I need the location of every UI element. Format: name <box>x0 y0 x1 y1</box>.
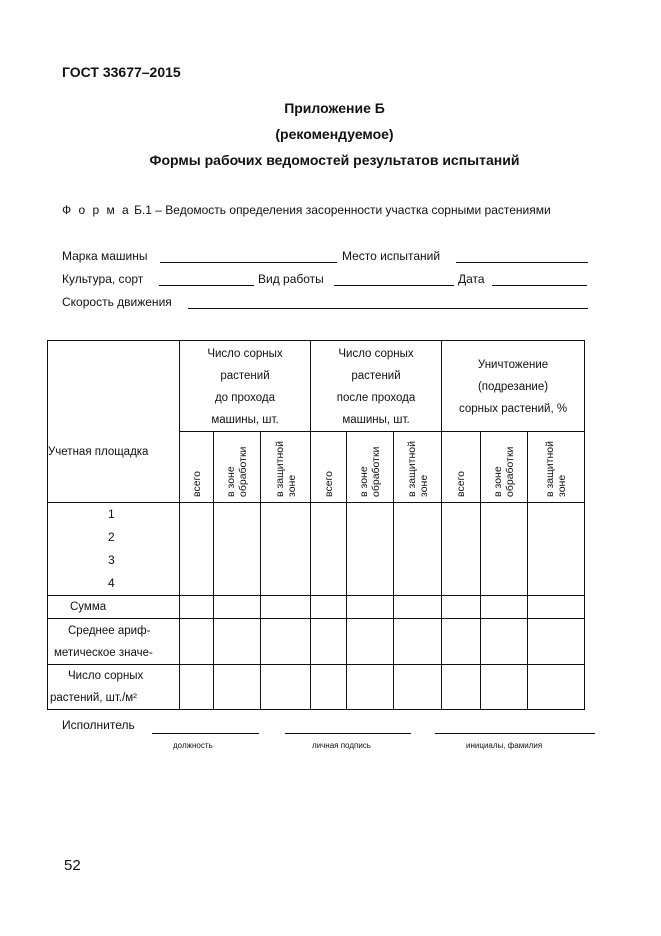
table-cell[interactable] <box>528 596 585 619</box>
destroyed-protect-header: в защитной зоне <box>528 432 585 503</box>
table-cell[interactable] <box>261 596 311 619</box>
table-cell[interactable] <box>214 619 261 665</box>
initials-caption: инициалы, фамилия <box>466 741 543 750</box>
table-cell[interactable] <box>394 665 442 710</box>
table-cell[interactable] <box>481 503 528 596</box>
mean-row-label: Среднее ариф- метическое значе- <box>48 619 180 665</box>
table-cell[interactable] <box>347 503 394 596</box>
crop-variety-blank[interactable] <box>159 285 254 286</box>
table-cell[interactable] <box>311 665 347 710</box>
machine-brand-label: Марка машины <box>62 249 148 263</box>
initials-line[interactable] <box>435 733 595 734</box>
signature-caption: личная подпись <box>312 741 371 750</box>
destroyed-zone-header: в зоне обработки <box>481 432 528 503</box>
speed-blank[interactable] <box>188 308 588 309</box>
test-site-blank[interactable] <box>456 262 588 263</box>
table-cell[interactable] <box>481 596 528 619</box>
work-type-blank[interactable] <box>334 285 454 286</box>
machine-brand-blank[interactable] <box>160 262 337 263</box>
table-cell[interactable] <box>180 665 214 710</box>
table-cell[interactable] <box>261 665 311 710</box>
page-number: 52 <box>64 857 81 874</box>
performer-label: Исполнитель <box>62 718 135 732</box>
table-cell[interactable] <box>311 619 347 665</box>
area-header: Учетная площадка <box>48 341 180 503</box>
table-cell[interactable] <box>311 503 347 596</box>
form-caption <box>62 203 551 217</box>
table-cell[interactable] <box>442 619 481 665</box>
plot-numbers: 1 2 3 4 <box>48 503 180 596</box>
after-zone-header: в зоне обработки <box>347 432 394 503</box>
table-cell[interactable] <box>442 665 481 710</box>
table-cell[interactable] <box>261 503 311 596</box>
appendix-status: (рекомендуемое) <box>275 126 394 142</box>
table-cell[interactable] <box>394 503 442 596</box>
position-caption: должность <box>173 741 213 750</box>
before-zone-header: в зоне обработки <box>214 432 261 503</box>
test-site-label: Место испытаний <box>342 249 441 263</box>
speed-label: Скорость движения <box>62 295 172 309</box>
table-row <box>48 665 585 710</box>
table-cell[interactable] <box>180 503 214 596</box>
after-pass-header: Число сорных растений после прохода машины, шт. <box>311 341 442 432</box>
table-cell[interactable] <box>180 619 214 665</box>
table-cell[interactable] <box>442 503 481 596</box>
standard-code: ГОСТ 33677–2015 <box>62 64 181 80</box>
table-cell[interactable] <box>394 619 442 665</box>
date-blank[interactable] <box>492 285 587 286</box>
form-label: Ф о р м а <box>62 203 131 217</box>
table-cell[interactable] <box>180 596 214 619</box>
table-cell[interactable] <box>394 596 442 619</box>
table-cell[interactable] <box>528 503 585 596</box>
sum-row-label: Сумма <box>48 596 180 619</box>
destroyed-header: Уничтожение (подрезание) сорных растений, % <box>442 341 585 432</box>
work-type-label: Вид работы <box>258 272 324 286</box>
before-total-header: всего <box>180 432 214 503</box>
destroyed-total-header: всего <box>442 432 481 503</box>
count-row-label: Число сорных растений, шт./м² <box>48 665 180 710</box>
after-protect-header: в защитной зоне <box>394 432 442 503</box>
table-cell[interactable] <box>481 665 528 710</box>
form-title: Б.1 – Ведомость определения засоренности участка сорными растениями <box>130 203 551 217</box>
table-cell[interactable] <box>214 665 261 710</box>
appendix-title: Приложение Б <box>284 100 385 116</box>
table-cell[interactable] <box>347 665 394 710</box>
table-cell[interactable] <box>528 619 585 665</box>
table-cell[interactable] <box>347 619 394 665</box>
crop-variety-label: Культура, сорт <box>62 272 144 286</box>
before-pass-header: Число сорных растений до прохода машины, шт. <box>180 341 311 432</box>
table-cell[interactable] <box>214 503 261 596</box>
before-protect-header: в защитной зоне <box>261 432 311 503</box>
table-cell[interactable] <box>347 596 394 619</box>
table-cell[interactable] <box>261 619 311 665</box>
table-cell[interactable] <box>442 596 481 619</box>
table-row <box>48 596 585 619</box>
appendix-subtitle: Формы рабочих ведомостей результатов испытаний <box>149 152 520 168</box>
table-cell[interactable] <box>481 619 528 665</box>
table-row <box>48 619 585 665</box>
table-cell[interactable] <box>528 665 585 710</box>
after-total-header: всего <box>311 432 347 503</box>
date-label: Дата <box>458 272 485 286</box>
results-table <box>47 340 585 710</box>
signature-line[interactable] <box>285 733 411 734</box>
table-cell[interactable] <box>311 596 347 619</box>
table-cell[interactable] <box>214 596 261 619</box>
position-line[interactable] <box>152 733 259 734</box>
table-row <box>48 503 585 596</box>
